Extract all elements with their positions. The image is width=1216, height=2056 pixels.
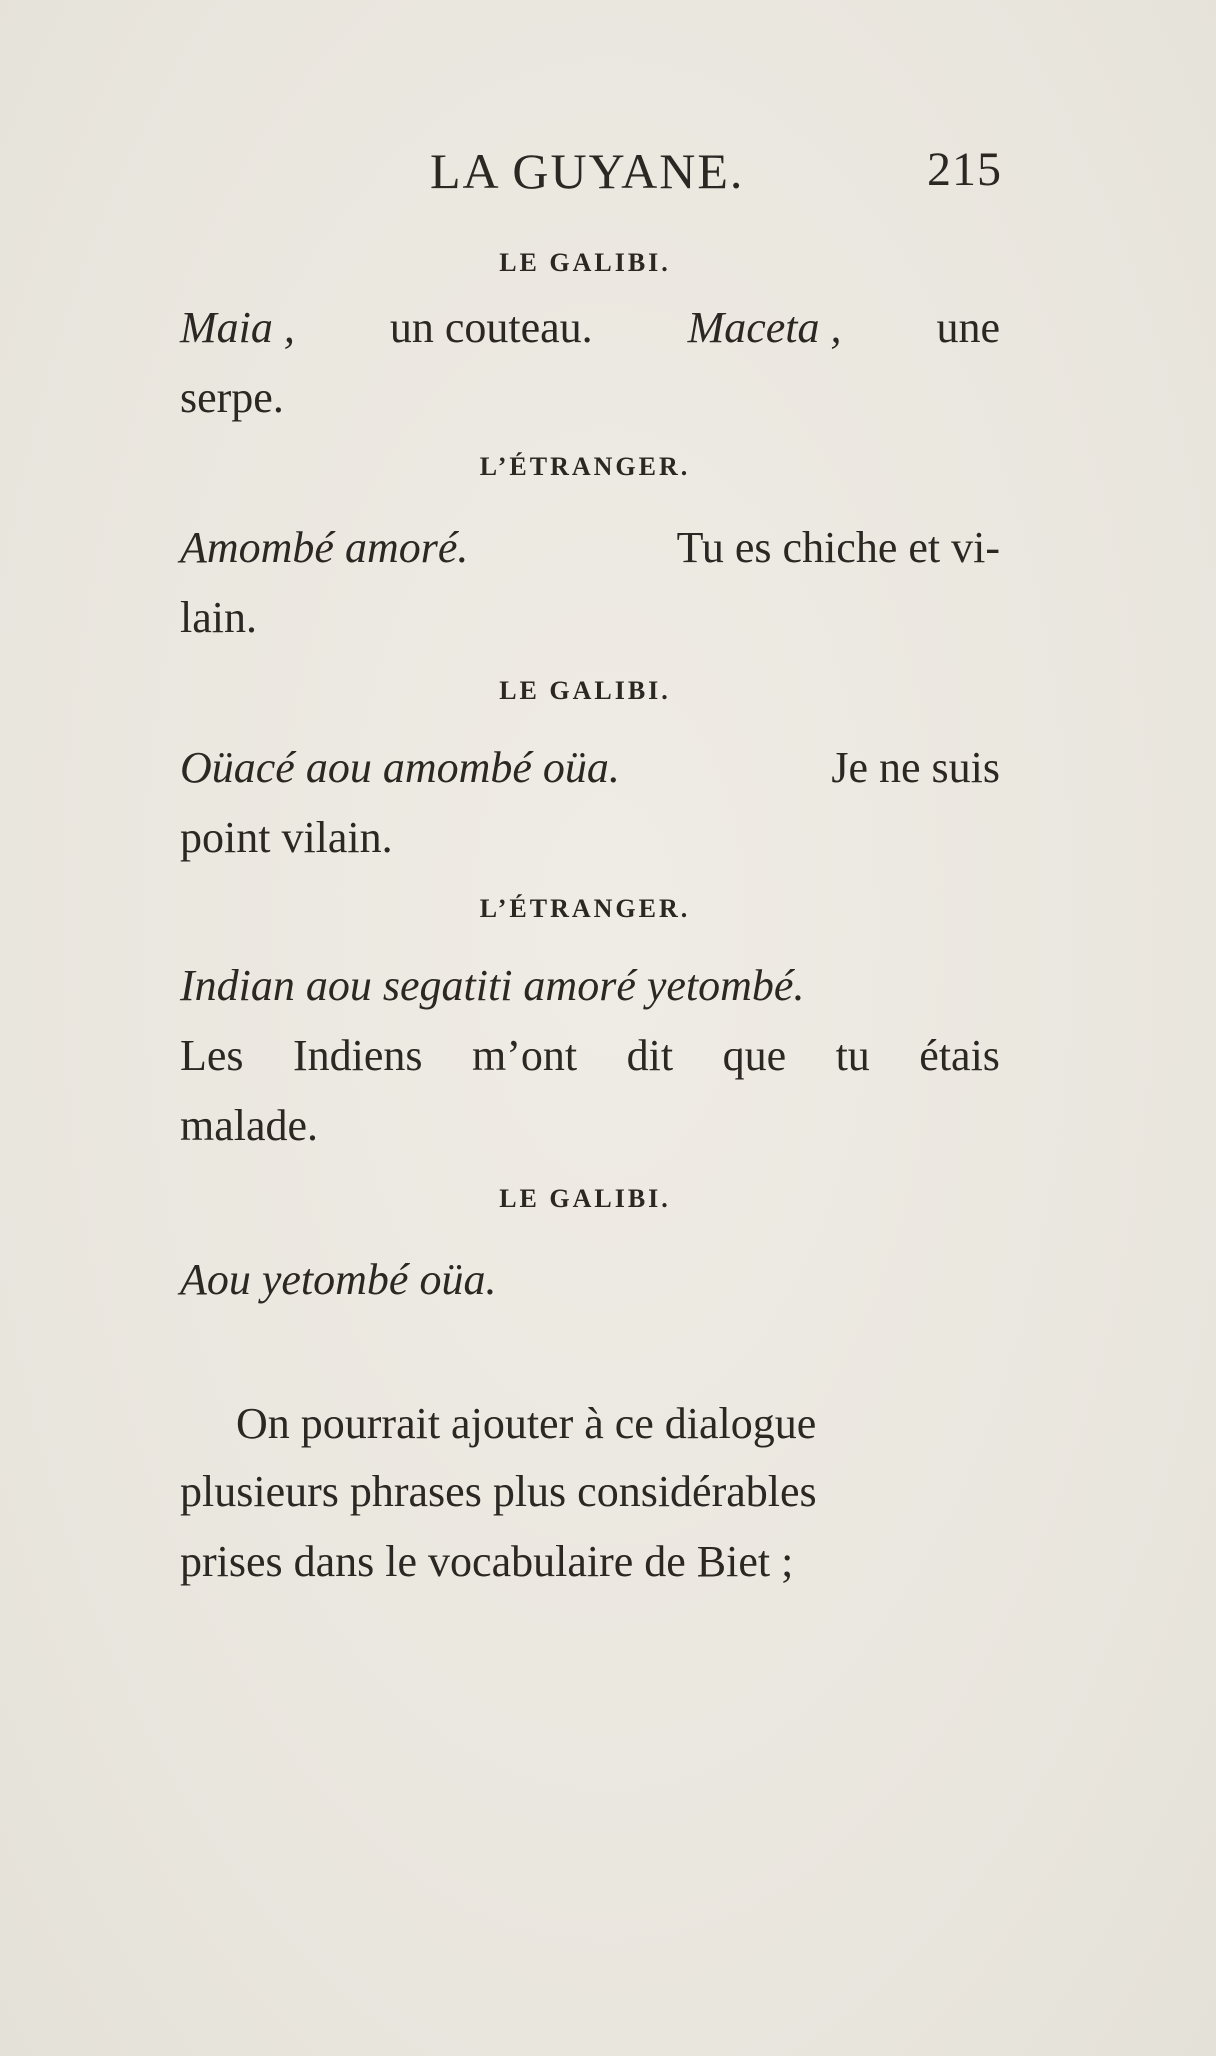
dialogue-line: lain. bbox=[180, 593, 257, 642]
galibi-word: Maceta , bbox=[687, 303, 842, 352]
galibi-phrase: Amombé amoré. bbox=[180, 523, 469, 572]
galibi-phrase: Oüacé aou amombé oüa. bbox=[180, 743, 620, 792]
word: que bbox=[722, 1031, 787, 1080]
speaker-heading: LE GALIBI. bbox=[499, 676, 671, 705]
translation-text: Je ne suis bbox=[831, 743, 1000, 792]
paragraph-line: plusieurs phrases plus considérables bbox=[180, 1467, 817, 1516]
translation-text: Tu es chiche et vi- bbox=[676, 523, 1000, 572]
page-number: 215 bbox=[927, 143, 1002, 196]
dialogue-line bbox=[180, 742, 1000, 793]
word: tu bbox=[835, 1031, 870, 1080]
dialogue-line bbox=[180, 1254, 1000, 1305]
galibi-phrase: Indian aou segatiti amoré yetombé. bbox=[180, 961, 805, 1010]
dialogue-line bbox=[180, 522, 1000, 573]
word: étais bbox=[919, 1031, 1000, 1080]
page-header bbox=[0, 142, 1216, 202]
paragraph-line: On pourrait ajouter à ce dialogue bbox=[236, 1399, 817, 1448]
dialogue-line bbox=[180, 960, 1000, 1011]
word: m’ont bbox=[472, 1031, 578, 1080]
dialogue-line: malade. bbox=[180, 1101, 319, 1150]
word: Les bbox=[180, 1031, 244, 1080]
word: Indiens bbox=[293, 1031, 423, 1080]
running-title: LA GUYANE. bbox=[430, 143, 745, 199]
dialogue-line bbox=[180, 302, 1000, 353]
speaker-heading: LE GALIBI. bbox=[499, 1184, 671, 1213]
speaker-heading: L’ÉTRANGER. bbox=[479, 894, 691, 923]
galibi-word: Maia , bbox=[180, 303, 295, 352]
dialogue-line bbox=[180, 1030, 1000, 1081]
paragraph-line: prises dans le vocabulaire de Biet ; bbox=[180, 1537, 794, 1586]
dialogue-line: point vilain. bbox=[180, 813, 393, 862]
dialogue-line: serpe. bbox=[180, 373, 284, 422]
word: dit bbox=[626, 1031, 674, 1080]
speaker-heading: LE GALIBI. bbox=[499, 248, 671, 277]
galibi-phrase: Aou yetombé oüa. bbox=[180, 1255, 497, 1304]
speaker-heading: L’ÉTRANGER. bbox=[479, 452, 691, 481]
translation-text: une bbox=[936, 303, 1000, 352]
translation-text: un couteau. bbox=[389, 303, 593, 352]
